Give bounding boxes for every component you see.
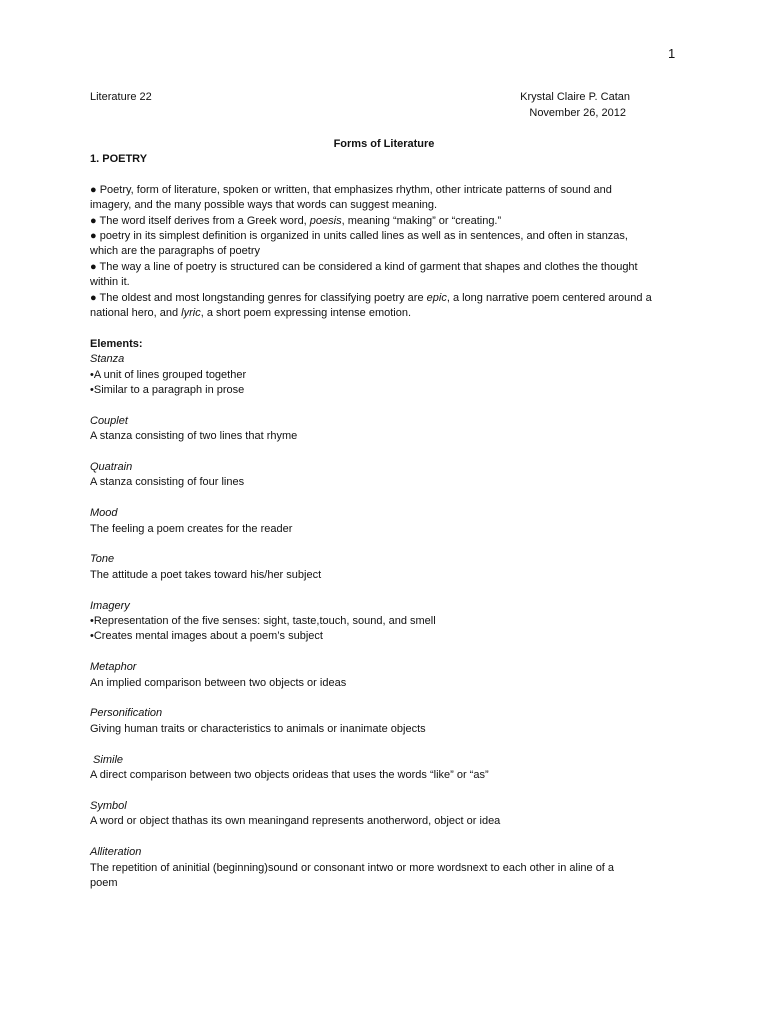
element-term: Tone	[90, 553, 115, 566]
page-number: 1	[668, 46, 676, 61]
intro-line	[90, 291, 690, 306]
intro-text: which are the paragraphs of poetry	[90, 245, 260, 258]
element-definition: The repetition of aninitial (beginning)sound or consonant intwo or more wordsnext to each other in aline of a	[90, 861, 615, 874]
intro-text: ● Poetry, form of literature, spoken or written, that emphasizes rhythm, other intricate patterns of sound and	[90, 183, 612, 196]
element-term: Symbol	[90, 799, 127, 812]
element-definition: The attitude a poet takes toward his/her subject	[90, 568, 322, 581]
element-definition: An implied comparison between two objects or ideas	[90, 676, 347, 689]
intro-text: ● poetry in its simplest definition is organized in units called lines as well as in sentences, and often in stanzas,	[90, 230, 628, 243]
element-term: Mood	[90, 507, 118, 520]
course-label: Literature 22	[90, 91, 152, 103]
element-definition: A direct comparison between two objects orideas that uses the words “like” or “as”	[90, 769, 489, 782]
document-body	[90, 152, 690, 891]
element-definition: •A unit of lines grouped together	[90, 368, 247, 381]
intro-paragraphs	[90, 183, 690, 322]
document-date: November 26, 2012	[529, 107, 626, 119]
italic-term: epic	[426, 291, 447, 304]
intro-line	[90, 183, 690, 198]
element-definition: A stanza consisting of two lines that rhyme	[90, 430, 298, 443]
intro-text: national hero, and	[90, 307, 182, 320]
italic-term: lyric	[181, 307, 201, 320]
element-term: Quatrain	[90, 461, 133, 474]
intro-text: ● The way a line of poetry is structured can be considered a kind of garment that shapes and clothes the thought	[90, 260, 638, 273]
author-name: Krystal Claire P. Catan	[520, 91, 630, 103]
element-term: Stanza	[90, 353, 125, 366]
intro-line	[90, 198, 690, 213]
intro-text: imagery, and the many possible ways that words can suggest meaning.	[90, 199, 438, 212]
element-term: Metaphor	[90, 661, 137, 674]
intro-text: ● The word itself derives from a Greek word,	[90, 214, 310, 227]
intro-line	[90, 229, 690, 244]
element-definition: •Representation of the five senses: sight, taste,touch, sound, and smell	[90, 615, 436, 628]
intro-text: , meaning “making” or “creating.”	[341, 214, 502, 227]
intro-line	[90, 244, 690, 259]
element-term: Couplet	[90, 414, 128, 427]
element-definition: A word or object thathas its own meaningand represents anotherword, object or idea	[90, 815, 501, 828]
element-definition: •Similar to a paragraph in prose	[90, 384, 245, 397]
section-heading: 1. POETRY	[90, 153, 148, 165]
intro-text: within it.	[90, 276, 130, 289]
element-definition: •Creates mental images about a poem’s subject	[90, 630, 323, 643]
element-term: Alliteration	[90, 846, 142, 859]
intro-text: , a short poem expressing intense emotion.	[200, 307, 412, 320]
document-title: Forms of Literature	[333, 138, 435, 150]
intro-line	[90, 306, 690, 321]
element-definition: Giving human traits or characteristics to animals or inanimate objects	[90, 722, 426, 735]
intro-text: , a long narrative poem centered around a	[446, 291, 652, 304]
intro-line	[90, 260, 690, 275]
element-term: Simile	[90, 753, 124, 766]
element-term: Imagery	[90, 599, 130, 612]
intro-text: ● The oldest and most longstanding genres for classifying poetry are	[90, 291, 427, 304]
intro-line	[90, 275, 690, 290]
elements-heading: Elements:	[90, 337, 143, 350]
element-definition: A stanza consisting of four lines	[90, 476, 245, 489]
element-definition: The feeling a poem creates for the reader	[90, 522, 293, 535]
elements-list	[90, 352, 690, 891]
italic-term: poesis	[309, 214, 342, 227]
element-term: Personification	[90, 707, 163, 720]
element-definition: poem	[90, 876, 118, 889]
intro-line	[90, 214, 690, 229]
